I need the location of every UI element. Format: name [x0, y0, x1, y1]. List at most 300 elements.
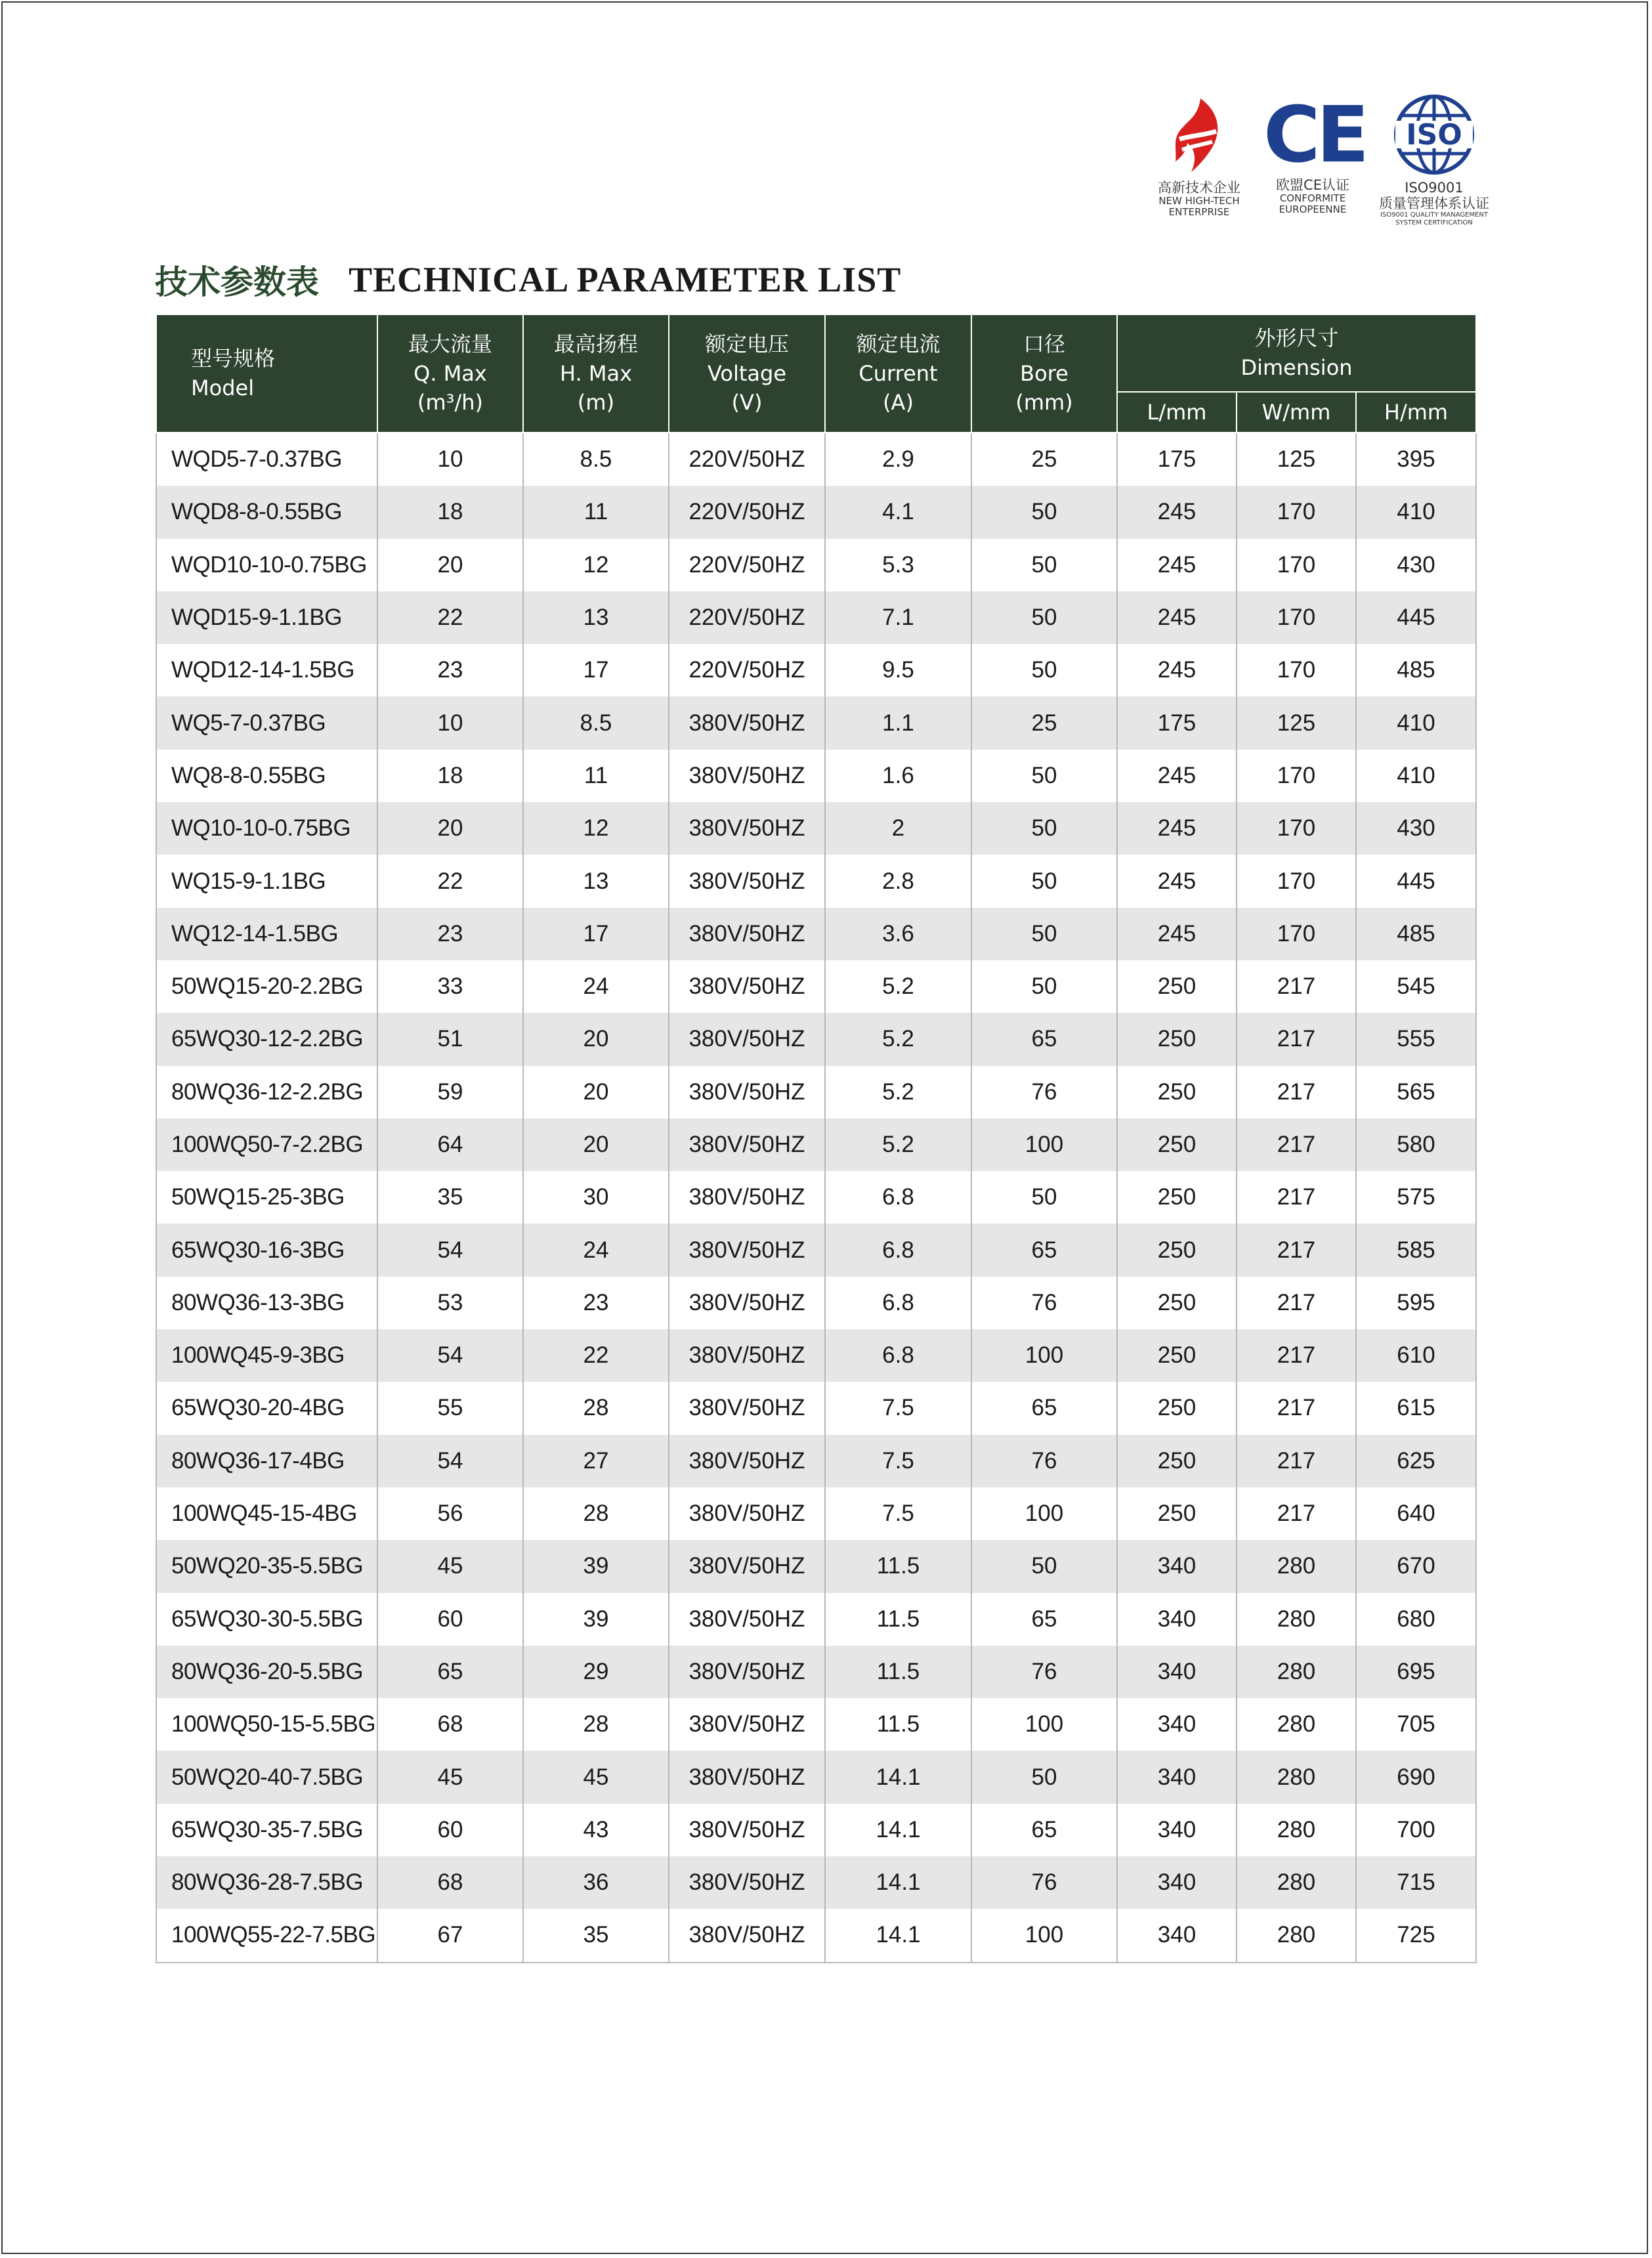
- cell-voltage: 380V/50HZ: [669, 908, 825, 960]
- cell-voltage: 380V/50HZ: [669, 750, 825, 802]
- cell-dim-w: 217: [1237, 1171, 1356, 1224]
- cell-dim-w: 280: [1237, 1593, 1356, 1646]
- cell-current: 4.1: [825, 486, 971, 538]
- cell-bore: 50: [971, 750, 1117, 802]
- cell-dim-l: 245: [1117, 802, 1237, 855]
- cell-hmax: 8.5: [523, 433, 669, 486]
- cell-dim-w: 280: [1237, 1751, 1356, 1803]
- cell-voltage: 380V/50HZ: [669, 1593, 825, 1646]
- cell-current: 2: [825, 802, 971, 855]
- cell-dim-w: 170: [1237, 486, 1356, 538]
- cell-qmax: 20: [377, 802, 523, 855]
- cert-iso-caption: ISO9001: [1405, 180, 1464, 196]
- cell-dim-l: 250: [1117, 1224, 1237, 1276]
- cell-qmax: 54: [377, 1329, 523, 1382]
- cell-current: 6.8: [825, 1224, 971, 1276]
- cell-model: 80WQ36-28-7.5BG: [156, 1856, 377, 1909]
- cell-hmax: 35: [523, 1909, 669, 1962]
- cell-dim-w: 217: [1237, 1329, 1356, 1382]
- cell-dim-h: 485: [1356, 908, 1476, 960]
- cell-dim-l: 250: [1117, 1066, 1237, 1118]
- cell-bore: 50: [971, 1751, 1117, 1803]
- cell-dim-l: 250: [1117, 960, 1237, 1013]
- cell-hmax: 12: [523, 539, 669, 591]
- cell-qmax: 64: [377, 1118, 523, 1171]
- table-row: [156, 855, 1476, 907]
- cell-voltage: 380V/50HZ: [669, 1751, 825, 1803]
- cell-hmax: 13: [523, 591, 669, 644]
- cell-model: WQ10-10-0.75BG: [156, 802, 377, 855]
- cell-dim-l: 245: [1117, 591, 1237, 644]
- cell-dim-w: 217: [1237, 1013, 1356, 1065]
- cell-dim-w: 170: [1237, 750, 1356, 802]
- cell-qmax: 51: [377, 1013, 523, 1065]
- cell-model: 65WQ30-12-2.2BG: [156, 1013, 377, 1065]
- cell-bore: 50: [971, 908, 1117, 960]
- header-current: 额定电流 Current (A): [825, 314, 971, 433]
- cell-bore: 65: [971, 1013, 1117, 1065]
- cell-dim-h: 625: [1356, 1435, 1476, 1487]
- cert-hitech-sub2: ENTERPRISE: [1168, 206, 1230, 219]
- cell-bore: 50: [971, 486, 1117, 538]
- cell-hmax: 43: [523, 1804, 669, 1856]
- cell-bore: 50: [971, 802, 1117, 855]
- table-row: [156, 1013, 1476, 1065]
- cell-bore: 65: [971, 1382, 1117, 1434]
- cell-dim-l: 340: [1117, 1698, 1237, 1751]
- cell-voltage: 220V/50HZ: [669, 591, 825, 644]
- cell-bore: 76: [971, 1646, 1117, 1698]
- cell-qmax: 22: [377, 591, 523, 644]
- cell-qmax: 23: [377, 644, 523, 696]
- cell-model: WQ15-9-1.1BG: [156, 855, 377, 907]
- cell-bore: 100: [971, 1487, 1117, 1540]
- cell-qmax: 56: [377, 1487, 523, 1540]
- cell-dim-h: 580: [1356, 1118, 1476, 1171]
- cell-dim-h: 410: [1356, 696, 1476, 749]
- cell-qmax: 55: [377, 1382, 523, 1434]
- cell-model: 65WQ30-16-3BG: [156, 1224, 377, 1276]
- cell-model: 100WQ50-7-2.2BG: [156, 1118, 377, 1171]
- cell-current: 14.1: [825, 1804, 971, 1856]
- cell-dim-h: 395: [1356, 433, 1476, 486]
- cell-dim-h: 485: [1356, 644, 1476, 696]
- cell-model: WQ5-7-0.37BG: [156, 696, 377, 749]
- cell-dim-h: 545: [1356, 960, 1476, 1013]
- table-row: [156, 802, 1476, 855]
- heading-cn: 技术参数表: [155, 263, 319, 301]
- page-heading: [155, 256, 901, 303]
- cell-voltage: 380V/50HZ: [669, 1435, 825, 1487]
- header-dim-h: H/mm: [1356, 392, 1476, 433]
- cell-hmax: 24: [523, 1224, 669, 1276]
- cell-model: WQD10-10-0.75BG: [156, 539, 377, 591]
- cell-voltage: 380V/50HZ: [669, 960, 825, 1013]
- cell-dim-h: 670: [1356, 1540, 1476, 1592]
- cell-bore: 25: [971, 433, 1117, 486]
- cell-dim-l: 245: [1117, 486, 1237, 538]
- cell-dim-w: 217: [1237, 1277, 1356, 1329]
- table-row: [156, 960, 1476, 1013]
- table-row: [156, 1646, 1476, 1698]
- cell-model: 100WQ45-9-3BG: [156, 1329, 377, 1382]
- table-row: [156, 750, 1476, 802]
- cell-current: 14.1: [825, 1751, 971, 1803]
- cell-dim-h: 410: [1356, 750, 1476, 802]
- cell-model: WQD12-14-1.5BG: [156, 644, 377, 696]
- cell-model: 100WQ45-15-4BG: [156, 1487, 377, 1540]
- cell-model: 65WQ30-35-7.5BG: [156, 1804, 377, 1856]
- cell-bore: 25: [971, 696, 1117, 749]
- cell-bore: 50: [971, 1540, 1117, 1592]
- cell-qmax: 67: [377, 1909, 523, 1962]
- cell-bore: 50: [971, 539, 1117, 591]
- table-row: [156, 539, 1476, 591]
- cell-model: 80WQ36-13-3BG: [156, 1277, 377, 1329]
- cell-dim-h: 445: [1356, 591, 1476, 644]
- cell-voltage: 220V/50HZ: [669, 486, 825, 538]
- cell-bore: 65: [971, 1804, 1117, 1856]
- cell-dim-w: 125: [1237, 696, 1356, 749]
- cell-model: WQD5-7-0.37BG: [156, 433, 377, 486]
- cell-hmax: 23: [523, 1277, 669, 1329]
- cell-dim-l: 245: [1117, 750, 1237, 802]
- table-body: [156, 433, 1476, 1963]
- cell-current: 9.5: [825, 644, 971, 696]
- table-row: [156, 908, 1476, 960]
- cell-current: 6.8: [825, 1171, 971, 1224]
- cell-dim-l: 245: [1117, 855, 1237, 907]
- cell-dim-l: 245: [1117, 908, 1237, 960]
- cell-model: 50WQ15-25-3BG: [156, 1171, 377, 1224]
- cell-dim-w: 170: [1237, 539, 1356, 591]
- cell-current: 11.5: [825, 1646, 971, 1698]
- cell-dim-l: 250: [1117, 1382, 1237, 1434]
- cell-qmax: 10: [377, 696, 523, 749]
- table-row: [156, 1224, 1476, 1276]
- cell-dim-l: 340: [1117, 1856, 1237, 1909]
- cert-hitech-caption: 高新技术企业: [1158, 180, 1240, 196]
- cell-current: 6.8: [825, 1277, 971, 1329]
- cell-dim-w: 280: [1237, 1909, 1356, 1962]
- cell-current: 1.1: [825, 696, 971, 749]
- cell-qmax: 53: [377, 1277, 523, 1329]
- cert-hitech: [1150, 92, 1248, 219]
- cell-voltage: 380V/50HZ: [669, 1487, 825, 1540]
- cell-hmax: 28: [523, 1487, 669, 1540]
- cell-model: 50WQ20-40-7.5BG: [156, 1751, 377, 1803]
- table-row: [156, 1540, 1476, 1592]
- table-row: [156, 1435, 1476, 1487]
- cell-current: 7.5: [825, 1487, 971, 1540]
- cell-dim-h: 555: [1356, 1013, 1476, 1065]
- cell-voltage: 380V/50HZ: [669, 1856, 825, 1909]
- cell-dim-w: 170: [1237, 908, 1356, 960]
- cell-qmax: 35: [377, 1171, 523, 1224]
- header-hmax: 最高扬程 H. Max (m): [523, 314, 669, 433]
- table-row: [156, 1171, 1476, 1224]
- cell-bore: 76: [971, 1277, 1117, 1329]
- cell-bore: 100: [971, 1909, 1117, 1962]
- cert-hitech-sub1: NEW HIGH-TECH: [1158, 195, 1240, 207]
- cell-hmax: 17: [523, 908, 669, 960]
- table-row: [156, 1856, 1476, 1909]
- table-row: [156, 1487, 1476, 1540]
- cell-dim-h: 445: [1356, 855, 1476, 907]
- cell-dim-l: 340: [1117, 1751, 1237, 1803]
- cell-dim-w: 280: [1237, 1540, 1356, 1592]
- cell-dim-l: 245: [1117, 539, 1237, 591]
- cell-current: 5.2: [825, 1013, 971, 1065]
- cell-current: 6.8: [825, 1329, 971, 1382]
- cell-bore: 50: [971, 591, 1117, 644]
- cell-bore: 50: [971, 855, 1117, 907]
- cell-voltage: 220V/50HZ: [669, 539, 825, 591]
- cell-model: 100WQ50-15-5.5BG: [156, 1698, 377, 1751]
- cell-dim-w: 280: [1237, 1646, 1356, 1698]
- cell-dim-h: 595: [1356, 1277, 1476, 1329]
- table-row: [156, 1593, 1476, 1646]
- cell-voltage: 380V/50HZ: [669, 1224, 825, 1276]
- cell-current: 14.1: [825, 1856, 971, 1909]
- table-row: [156, 1751, 1476, 1803]
- cell-qmax: 20: [377, 539, 523, 591]
- cell-dim-w: 280: [1237, 1804, 1356, 1856]
- cell-hmax: 39: [523, 1593, 669, 1646]
- cell-hmax: 11: [523, 486, 669, 538]
- cell-dim-w: 170: [1237, 802, 1356, 855]
- cell-dim-w: 217: [1237, 1066, 1356, 1118]
- cell-hmax: 28: [523, 1698, 669, 1751]
- cert-iso-sub2: ISO9001 QUALITY MANAGEMENT: [1380, 211, 1488, 219]
- cell-model: WQ8-8-0.55BG: [156, 750, 377, 802]
- cell-current: 2.9: [825, 433, 971, 486]
- cell-current: 7.5: [825, 1382, 971, 1434]
- cell-hmax: 28: [523, 1382, 669, 1434]
- cell-current: 7.1: [825, 591, 971, 644]
- cell-hmax: 20: [523, 1118, 669, 1171]
- cell-hmax: 29: [523, 1646, 669, 1698]
- cert-ce-sub2: EUROPEENNE: [1279, 203, 1347, 216]
- cell-voltage: 380V/50HZ: [669, 1646, 825, 1698]
- cell-dim-w: 170: [1237, 591, 1356, 644]
- cert-ce-caption: 欧盟CE认证: [1276, 177, 1349, 193]
- cell-voltage: 380V/50HZ: [669, 1540, 825, 1592]
- table-row: [156, 696, 1476, 749]
- cell-voltage: 380V/50HZ: [669, 1804, 825, 1856]
- cell-dim-w: 217: [1237, 1435, 1356, 1487]
- cell-dim-h: 690: [1356, 1751, 1476, 1803]
- header-dimension: 外形尺寸 Dimension: [1117, 314, 1476, 392]
- ce-mark-icon: CE: [1263, 89, 1366, 180]
- header-bore: 口径 Bore (mm): [971, 314, 1117, 433]
- table-row: [156, 1118, 1476, 1171]
- cell-dim-w: 170: [1237, 855, 1356, 907]
- cell-voltage: 380V/50HZ: [669, 1171, 825, 1224]
- cell-dim-l: 340: [1117, 1540, 1237, 1592]
- cell-dim-h: 705: [1356, 1698, 1476, 1751]
- cell-dim-h: 610: [1356, 1329, 1476, 1382]
- cell-qmax: 54: [377, 1435, 523, 1487]
- cell-bore: 100: [971, 1698, 1117, 1751]
- cell-dim-w: 170: [1237, 644, 1356, 696]
- cell-qmax: 68: [377, 1698, 523, 1751]
- cell-qmax: 18: [377, 486, 523, 538]
- cell-bore: 50: [971, 1171, 1117, 1224]
- cell-dim-w: 125: [1237, 433, 1356, 486]
- cell-model: 80WQ36-12-2.2BG: [156, 1066, 377, 1118]
- cell-current: 5.3: [825, 539, 971, 591]
- cell-model: 50WQ20-35-5.5BG: [156, 1540, 377, 1592]
- cell-model: 65WQ30-30-5.5BG: [156, 1593, 377, 1646]
- cell-qmax: 59: [377, 1066, 523, 1118]
- cell-qmax: 60: [377, 1593, 523, 1646]
- table-row: [156, 1909, 1476, 1962]
- cell-qmax: 33: [377, 960, 523, 1013]
- cell-qmax: 18: [377, 750, 523, 802]
- heading-en: TECHNICAL PARAMETER LIST: [349, 260, 902, 299]
- iso-mark: ISO: [1406, 118, 1462, 152]
- cell-qmax: 10: [377, 433, 523, 486]
- cell-current: 7.5: [825, 1435, 971, 1487]
- cell-qmax: 45: [377, 1751, 523, 1803]
- cell-dim-h: 615: [1356, 1382, 1476, 1434]
- table-row: [156, 591, 1476, 644]
- cell-hmax: 20: [523, 1066, 669, 1118]
- cell-dim-w: 217: [1237, 1224, 1356, 1276]
- cell-bore: 76: [971, 1435, 1117, 1487]
- cell-voltage: 380V/50HZ: [669, 1909, 825, 1962]
- header-model: 型号规格 Model: [156, 314, 377, 433]
- cell-hmax: 17: [523, 644, 669, 696]
- cell-dim-l: 175: [1117, 696, 1237, 749]
- table-row: [156, 1329, 1476, 1382]
- cell-bore: 100: [971, 1329, 1117, 1382]
- cell-qmax: 45: [377, 1540, 523, 1592]
- cell-model: WQD8-8-0.55BG: [156, 486, 377, 538]
- cell-bore: 65: [971, 1593, 1117, 1646]
- cell-current: 5.2: [825, 1118, 971, 1171]
- cell-dim-l: 250: [1117, 1435, 1237, 1487]
- cell-bore: 50: [971, 960, 1117, 1013]
- cell-qmax: 23: [377, 908, 523, 960]
- cell-dim-h: 410: [1356, 486, 1476, 538]
- cell-current: 5.2: [825, 960, 971, 1013]
- iso-globe-icon: [1391, 92, 1477, 177]
- cell-dim-w: 217: [1237, 1487, 1356, 1540]
- cell-bore: 65: [971, 1224, 1117, 1276]
- cell-model: 80WQ36-17-4BG: [156, 1435, 377, 1487]
- cell-dim-l: 340: [1117, 1593, 1237, 1646]
- cell-dim-h: 575: [1356, 1171, 1476, 1224]
- cell-dim-l: 250: [1117, 1171, 1237, 1224]
- table-row: [156, 1698, 1476, 1751]
- cell-dim-l: 340: [1117, 1909, 1237, 1962]
- table-row: [156, 644, 1476, 696]
- cell-model: 50WQ15-20-2.2BG: [156, 960, 377, 1013]
- cell-current: 5.2: [825, 1066, 971, 1118]
- cell-hmax: 30: [523, 1171, 669, 1224]
- table-header: [156, 314, 1476, 433]
- cell-dim-l: 250: [1117, 1487, 1237, 1540]
- cell-dim-h: 585: [1356, 1224, 1476, 1276]
- cell-dim-l: 250: [1117, 1277, 1237, 1329]
- cell-dim-l: 340: [1117, 1804, 1237, 1856]
- header-dim-w: W/mm: [1237, 392, 1356, 433]
- cell-hmax: 12: [523, 802, 669, 855]
- cell-dim-w: 217: [1237, 960, 1356, 1013]
- cell-hmax: 39: [523, 1540, 669, 1592]
- cell-current: 2.8: [825, 855, 971, 907]
- table-row: [156, 1804, 1476, 1856]
- cell-qmax: 54: [377, 1224, 523, 1276]
- cell-dim-l: 250: [1117, 1329, 1237, 1382]
- cell-bore: 50: [971, 644, 1117, 696]
- cell-dim-w: 217: [1237, 1382, 1356, 1434]
- cell-voltage: 380V/50HZ: [669, 1329, 825, 1382]
- table-row: [156, 1277, 1476, 1329]
- table-row: [156, 1066, 1476, 1118]
- cell-qmax: 22: [377, 855, 523, 907]
- cell-dim-l: 245: [1117, 644, 1237, 696]
- flame-logo-icon: [1160, 92, 1239, 177]
- cell-voltage: 380V/50HZ: [669, 1013, 825, 1065]
- cell-model: 100WQ55-22-7.5BG: [156, 1909, 377, 1962]
- cert-iso: [1372, 92, 1496, 226]
- cell-bore: 76: [971, 1066, 1117, 1118]
- cell-qmax: 60: [377, 1804, 523, 1856]
- cell-current: 14.1: [825, 1909, 971, 1962]
- cell-hmax: 11: [523, 750, 669, 802]
- cell-hmax: 20: [523, 1013, 669, 1065]
- cell-dim-h: 430: [1356, 539, 1476, 591]
- cell-hmax: 22: [523, 1329, 669, 1382]
- cell-voltage: 380V/50HZ: [669, 1382, 825, 1434]
- cell-hmax: 13: [523, 855, 669, 907]
- cell-dim-h: 695: [1356, 1646, 1476, 1698]
- cert-ce: [1263, 89, 1366, 216]
- table-row: [156, 486, 1476, 538]
- cell-qmax: 68: [377, 1856, 523, 1909]
- cell-hmax: 36: [523, 1856, 669, 1909]
- cell-dim-l: 250: [1117, 1013, 1237, 1065]
- header-qmax: 最大流量 Q. Max (m³/h): [377, 314, 523, 433]
- cell-dim-w: 217: [1237, 1118, 1356, 1171]
- cell-voltage: 380V/50HZ: [669, 1066, 825, 1118]
- cert-iso-sub3: SYSTEM CERTIFICATION: [1395, 219, 1473, 226]
- cell-dim-h: 640: [1356, 1487, 1476, 1540]
- cell-dim-h: 680: [1356, 1593, 1476, 1646]
- cell-model: 80WQ36-20-5.5BG: [156, 1646, 377, 1698]
- technical-parameter-table: [156, 314, 1477, 1963]
- cell-current: 1.6: [825, 750, 971, 802]
- cell-dim-h: 430: [1356, 802, 1476, 855]
- cell-dim-w: 280: [1237, 1856, 1356, 1909]
- cell-hmax: 24: [523, 960, 669, 1013]
- cell-voltage: 380V/50HZ: [669, 1118, 825, 1171]
- cell-bore: 76: [971, 1856, 1117, 1909]
- cell-current: 11.5: [825, 1698, 971, 1751]
- cell-dim-l: 250: [1117, 1118, 1237, 1171]
- cell-hmax: 45: [523, 1751, 669, 1803]
- cell-voltage: 220V/50HZ: [669, 644, 825, 696]
- cell-dim-h: 715: [1356, 1856, 1476, 1909]
- cell-dim-h: 565: [1356, 1066, 1476, 1118]
- cell-model: 65WQ30-20-4BG: [156, 1382, 377, 1434]
- header-voltage: 额定电压 Voltage (V): [669, 314, 825, 433]
- cell-model: WQD15-9-1.1BG: [156, 591, 377, 644]
- cert-iso-sub1: 质量管理体系认证: [1379, 196, 1489, 212]
